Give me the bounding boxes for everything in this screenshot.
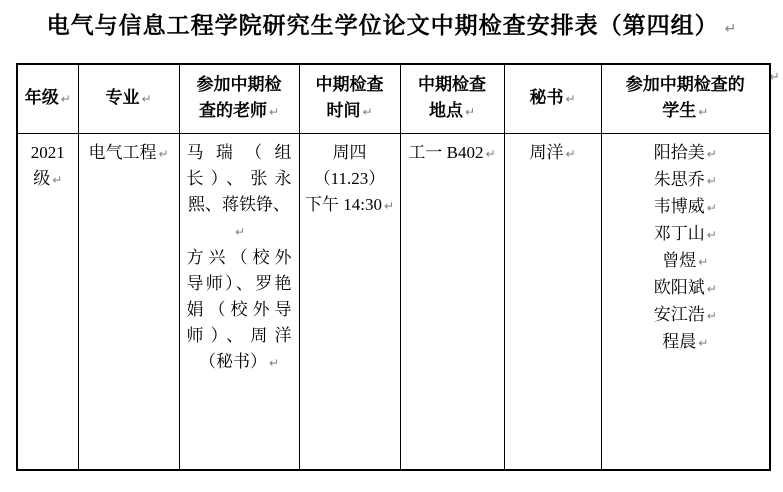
text-line: 年级 ↵ [24, 88, 71, 108]
text-line: 程晨 ↵ [662, 331, 709, 351]
pilcrow-mark: ↵ [706, 308, 717, 323]
text-line: 工一 B402 ↵ [408, 142, 496, 162]
pilcrow-mark: ↵ [383, 198, 395, 213]
cell-grade [17, 133, 78, 470]
pilcrow-mark: ↵ [485, 146, 496, 161]
header-teachers [179, 64, 299, 133]
cell-students [601, 133, 770, 470]
pilcrow-mark: ↵ [698, 335, 709, 350]
text-line: 长）、张永 [186, 168, 292, 188]
text-line: 级 ↵ [33, 168, 63, 188]
cell-location [400, 133, 504, 470]
text-line: 时间 ↵ [326, 101, 373, 121]
header-row [17, 64, 770, 133]
pilcrow-mark: ↵ [698, 105, 709, 120]
text-line: 师）、周洋 [186, 325, 292, 345]
text-line: 邓丁山 ↵ [653, 223, 717, 243]
text-line: 下午 14:30 ↵ [304, 194, 395, 214]
pilcrow-mark: ↵ [706, 146, 717, 161]
cell-time [299, 133, 400, 470]
text-line: 马瑞（组 [186, 142, 292, 162]
text-line: 阳拾美 ↵ [653, 142, 717, 162]
pilcrow-mark: ↵ [706, 200, 717, 215]
text-line: 学生 ↵ [662, 101, 709, 121]
text-line: 曾煜 ↵ [662, 250, 709, 270]
pilcrow-mark: ↵ [60, 92, 71, 107]
text-line: 娟（校外导 [186, 299, 292, 319]
cell-major [78, 133, 179, 470]
header-time [299, 64, 400, 133]
cell-secretary [504, 133, 601, 470]
cell-teachers [179, 133, 299, 470]
pilcrow-mark: ↵ [698, 254, 709, 269]
text-line: 方兴（校外 [186, 247, 292, 267]
header-location [400, 64, 504, 133]
pilcrow-mark: ↵ [565, 92, 576, 107]
text-line: 中期检查 [418, 75, 486, 95]
text-line: 电气工程 ↵ [88, 142, 169, 162]
text-line: 熙、蒋铁铮、↵ [188, 194, 290, 239]
pilcrow-mark: ↵ [706, 227, 717, 242]
text-line: 中期检查 [315, 75, 384, 95]
paragraph-mark: ↵ [769, 70, 780, 85]
text-line: 周四 [332, 142, 367, 162]
text-line: 查的老师 ↵ [198, 101, 280, 121]
text-line: 秘书 ↵ [529, 88, 576, 108]
text-line: （秘书） ↵ [198, 351, 280, 371]
page-title-text: 电气与信息工程学院研究生学位论文中期检查安排表（第四组） [46, 12, 719, 38]
pilcrow-mark: ↵ [565, 146, 576, 161]
text-line: 欧阳斌 ↵ [653, 277, 717, 297]
pilcrow-mark: ↵ [234, 224, 246, 239]
pilcrow-mark: ↵ [52, 172, 63, 187]
pilcrow-mark: ↵ [464, 105, 476, 120]
pilcrow-mark: ↵ [268, 355, 280, 370]
text-line: 地点 ↵ [428, 101, 476, 121]
pilcrow-mark: ↵ [706, 281, 717, 296]
page-title [0, 8, 783, 46]
pilcrow-mark: ↵ [141, 92, 152, 107]
pilcrow-mark: ↵ [362, 105, 373, 120]
pilcrow-mark: ↵ [268, 105, 280, 120]
text-line: 参加中期检查的 [625, 75, 745, 95]
text-line: 导师）、罗艳 [186, 273, 292, 293]
text-line: 周洋 ↵ [529, 142, 576, 162]
pilcrow-mark: ↵ [724, 21, 737, 37]
header-grade [17, 64, 78, 133]
header-secretary [504, 64, 601, 133]
text-line: 参加中期检 [196, 75, 282, 95]
header-major [78, 64, 179, 133]
text-line: 专业 ↵ [105, 88, 152, 108]
header-students [601, 64, 770, 133]
pilcrow-mark: ↵ [706, 173, 717, 188]
text-line: 2021 [30, 142, 65, 162]
text-line: （11.23） [313, 168, 386, 188]
text-line: 安江浩 ↵ [653, 304, 717, 324]
text-line: 朱思乔 ↵ [653, 169, 717, 189]
pilcrow-mark: ↵ [158, 146, 169, 161]
text-line: 韦博威 ↵ [653, 196, 717, 216]
table-row [17, 133, 770, 470]
schedule-table [16, 63, 771, 471]
